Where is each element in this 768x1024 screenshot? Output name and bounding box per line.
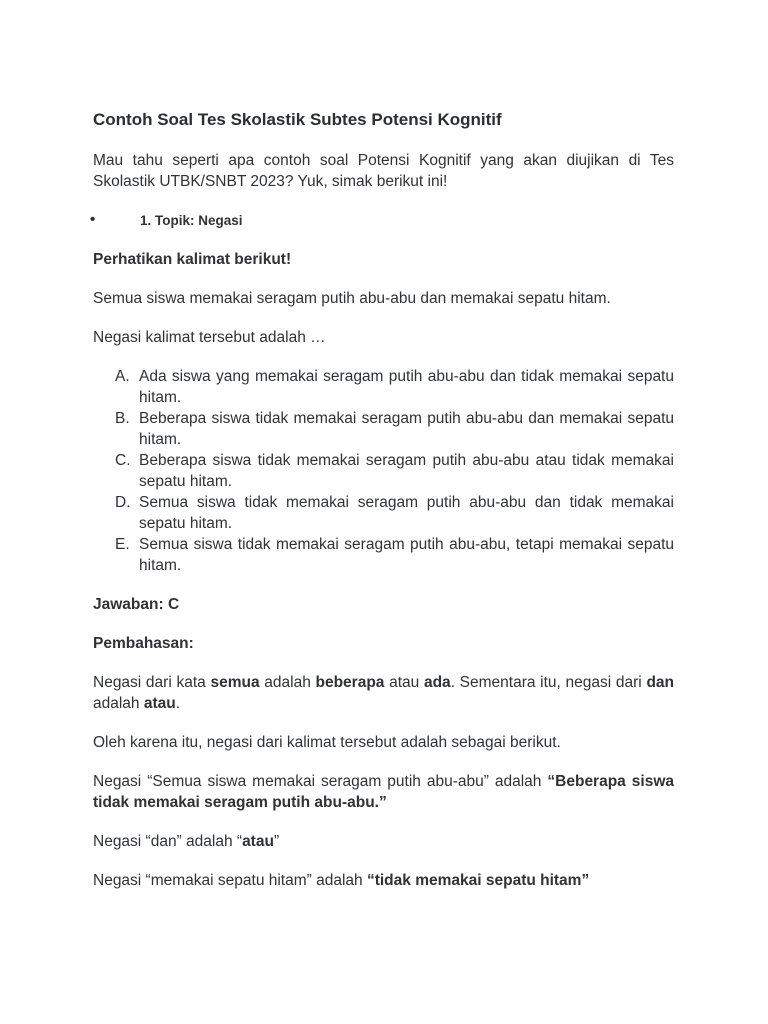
text-run: adalah — [93, 695, 144, 712]
text-run: Negasi “memakai sepatu hitam” adalah — [93, 872, 367, 889]
topic-label: 1. Topik: Negasi — [140, 213, 243, 228]
answer-text: Jawaban: C — [93, 596, 180, 613]
negation-line-2 — [93, 831, 674, 852]
bold-run: atau — [242, 833, 274, 850]
option-letter: D. — [115, 494, 131, 511]
bullet-icon: • — [90, 211, 96, 228]
negation-line-3 — [93, 870, 674, 891]
page-title: Contoh Soal Tes Skolastik Subtes Potensi Kognitif — [93, 110, 502, 129]
intro-paragraph: Mau tahu seperti apa contoh soal Potensi Kognitif yang akan diujikan di Tes Skolastik UTBK/SNBT 2023? Yuk, simak berikut ini! — [93, 152, 674, 190]
discussion-heading: Pembahasan: — [93, 635, 194, 652]
option-a — [115, 366, 674, 408]
question-text: Negasi kalimat tersebut adalah … — [93, 329, 326, 346]
option-text: Ada siswa yang memakai seragam putih abu-abu dan tidak memakai sepatu hitam. — [139, 368, 674, 406]
bold-run: semua — [210, 674, 260, 691]
bold-run: “tidak memakai sepatu hitam” — [366, 872, 590, 889]
text-run: adalah — [259, 674, 316, 691]
option-d — [115, 492, 674, 534]
answer-options — [93, 366, 674, 576]
explanation-paragraph-1 — [93, 672, 674, 714]
option-text: Semua siswa tidak memakai seragam putih abu-abu dan tidak memakai sepatu hitam. — [139, 494, 674, 532]
bold-run: beberapa — [315, 674, 385, 691]
bold-run: atau — [143, 695, 176, 712]
text-run: . — [175, 695, 181, 712]
option-letter: E. — [115, 536, 130, 553]
option-letter: A. — [115, 368, 130, 385]
text-run: . Sementara itu, negasi dari — [450, 674, 647, 691]
instruction-text: Perhatikan kalimat berikut! — [93, 251, 292, 268]
text-run: Negasi dari kata — [93, 674, 211, 691]
bold-run: “Beberapa siswa tidak memakai seragam putih abu-abu.” — [93, 773, 674, 811]
option-letter: C. — [115, 452, 131, 469]
document-content — [90, 108, 675, 909]
text-run: Negasi “dan” adalah “ — [93, 833, 243, 850]
bold-run: ada — [423, 674, 451, 691]
option-text: Semua siswa tidak memakai seragam putih abu-abu, tetapi memakai sepatu hitam. — [139, 536, 674, 574]
statement-text: Semua siswa memakai seragam putih abu-abu dan memakai sepatu hitam. — [93, 290, 611, 307]
option-e — [115, 534, 674, 576]
explanation-paragraph-2: Oleh karena itu, negasi dari kalimat tersebut adalah sebagai berikut. — [93, 734, 561, 751]
option-text: Beberapa siswa tidak memakai seragam putih abu-abu atau tidak memakai sepatu hitam. — [139, 452, 674, 490]
option-letter: B. — [115, 410, 130, 427]
text-run: Negasi “Semua siswa memakai seragam putih abu-abu” adalah — [93, 773, 548, 790]
negation-line-1 — [93, 771, 674, 813]
text-run: ” — [273, 833, 280, 850]
bold-run: dan — [646, 674, 675, 691]
topic-bullet — [90, 210, 674, 231]
option-text: Beberapa siswa tidak memakai seragam putih abu-abu dan memakai sepatu hitam. — [139, 410, 674, 448]
text-run: atau — [384, 674, 424, 691]
option-b — [115, 408, 674, 450]
option-c — [115, 450, 674, 492]
